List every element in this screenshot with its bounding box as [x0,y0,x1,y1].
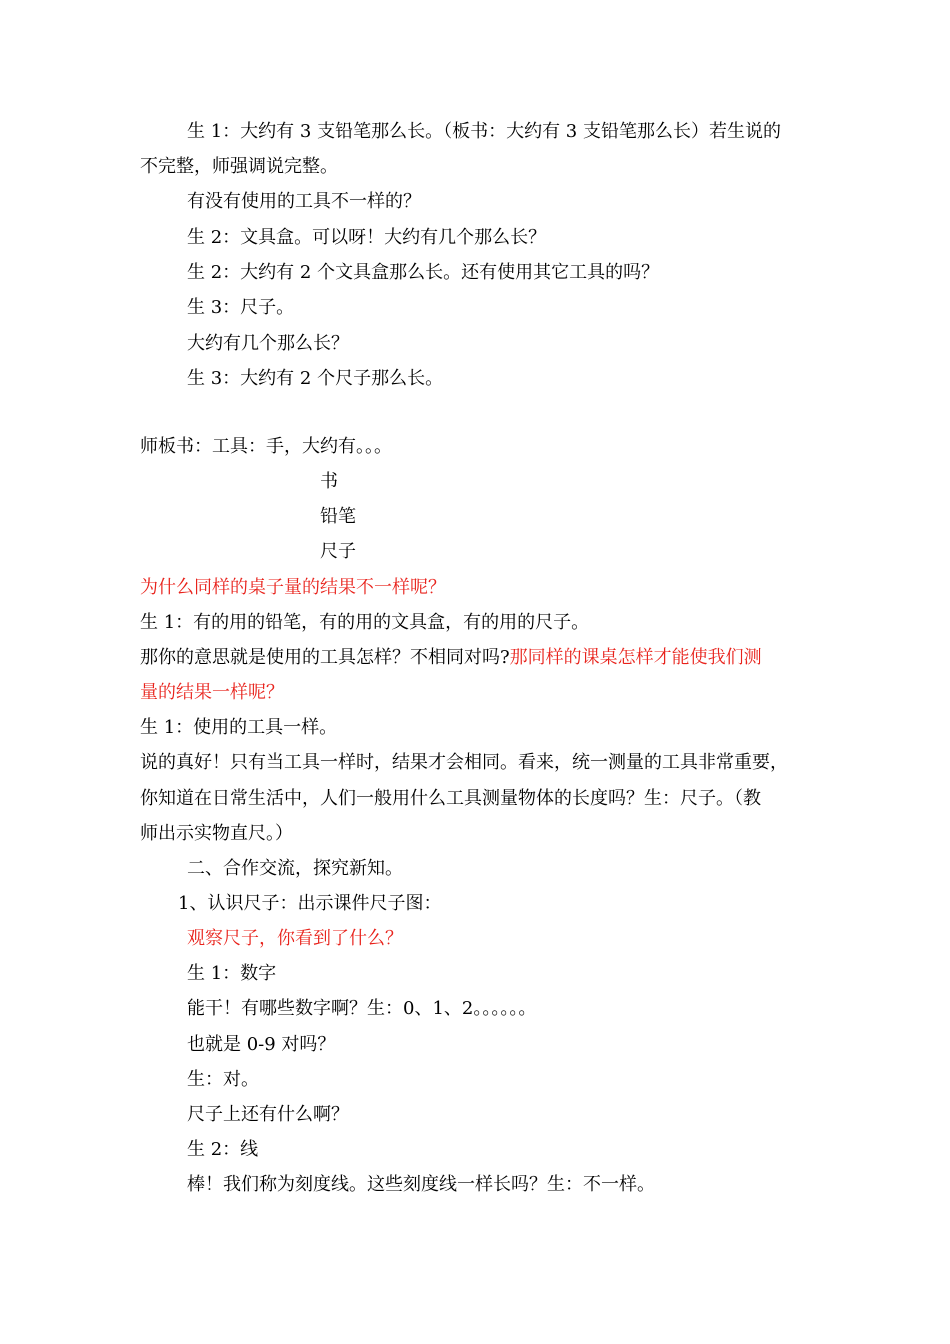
paragraph-line: 生 2：线 [187,1139,259,1160]
teacher-question: 为什么同样的桌子量的结果不一样呢？ [140,577,446,598]
teacher-question: 那同样的课桌怎样才能使我们测 [509,647,762,668]
paragraph-line [140,646,762,670]
paragraph-line: 生 1：使用的工具一样。 [140,717,338,738]
paragraph-line: 生 1：数字 [187,963,277,984]
paragraph-line: 生 2：文具盒。可以呀！大约有几个那么长？ [187,227,547,248]
section-heading: 二、合作交流，探究新知。 [187,858,403,879]
paragraph-line: 生 2：大约有 2 个文具盒那么长。还有使用其它工具的吗？ [187,262,660,283]
paragraph-line: 师出示实物直尺。） [140,823,293,844]
board-note: 师板书：工具：手，大约有。。。 [140,436,392,457]
paragraph-line: 生 3：大约有 2 个尺子那么长。 [187,368,444,389]
paragraph-line: 生 1：有的用的铅笔，有的用的文具盒，有的用的尺子。 [140,612,590,633]
paragraph-line: 棒！我们称为刻度线。这些刻度线一样长吗？生：不一样。 [187,1174,655,1195]
teacher-question: 量的结果一样呢？ [140,682,284,703]
paragraph-line: 生 1：大约有 3 支铅笔那么长。（板书：大约有 3 支铅笔那么长）若生说的 [187,121,781,142]
board-note-item: 书 [320,471,338,492]
paragraph-line: 也就是 0-9 对吗？ [187,1034,336,1055]
board-note-item: 铅笔 [320,506,356,527]
subsection-heading: 1、认识尺子：出示课件尺子图： [178,893,442,914]
paragraph-line: 生：对。 [187,1069,259,1090]
paragraph-text: 那你的意思就是使用的工具怎样？不相同对吗? [140,647,510,668]
paragraph-line: 生 3：尺子。 [187,297,295,318]
board-note-item: 尺子 [320,541,356,562]
paragraph-line: 你知道在日常生活中，人们一般用什么工具测量物体的长度吗？生：尺子。（教 [140,788,761,809]
paragraph-line: 能干！有哪些数字啊？生：0、1、2。。。。。。 [187,998,537,1019]
paragraph-line: 不完整，师强调说完整。 [140,156,338,177]
paragraph-line: 大约有几个那么长？ [187,333,349,354]
paragraph-line: 有没有使用的工具不一样的？ [187,191,421,212]
teacher-question: 观察尺子，你看到了什么？ [187,928,403,949]
paragraph-line: 说的真好！只有当工具一样时，结果才会相同。看来，统一测量的工具非常重要， [140,752,788,773]
paragraph-line: 尺子上还有什么啊？ [187,1104,349,1125]
